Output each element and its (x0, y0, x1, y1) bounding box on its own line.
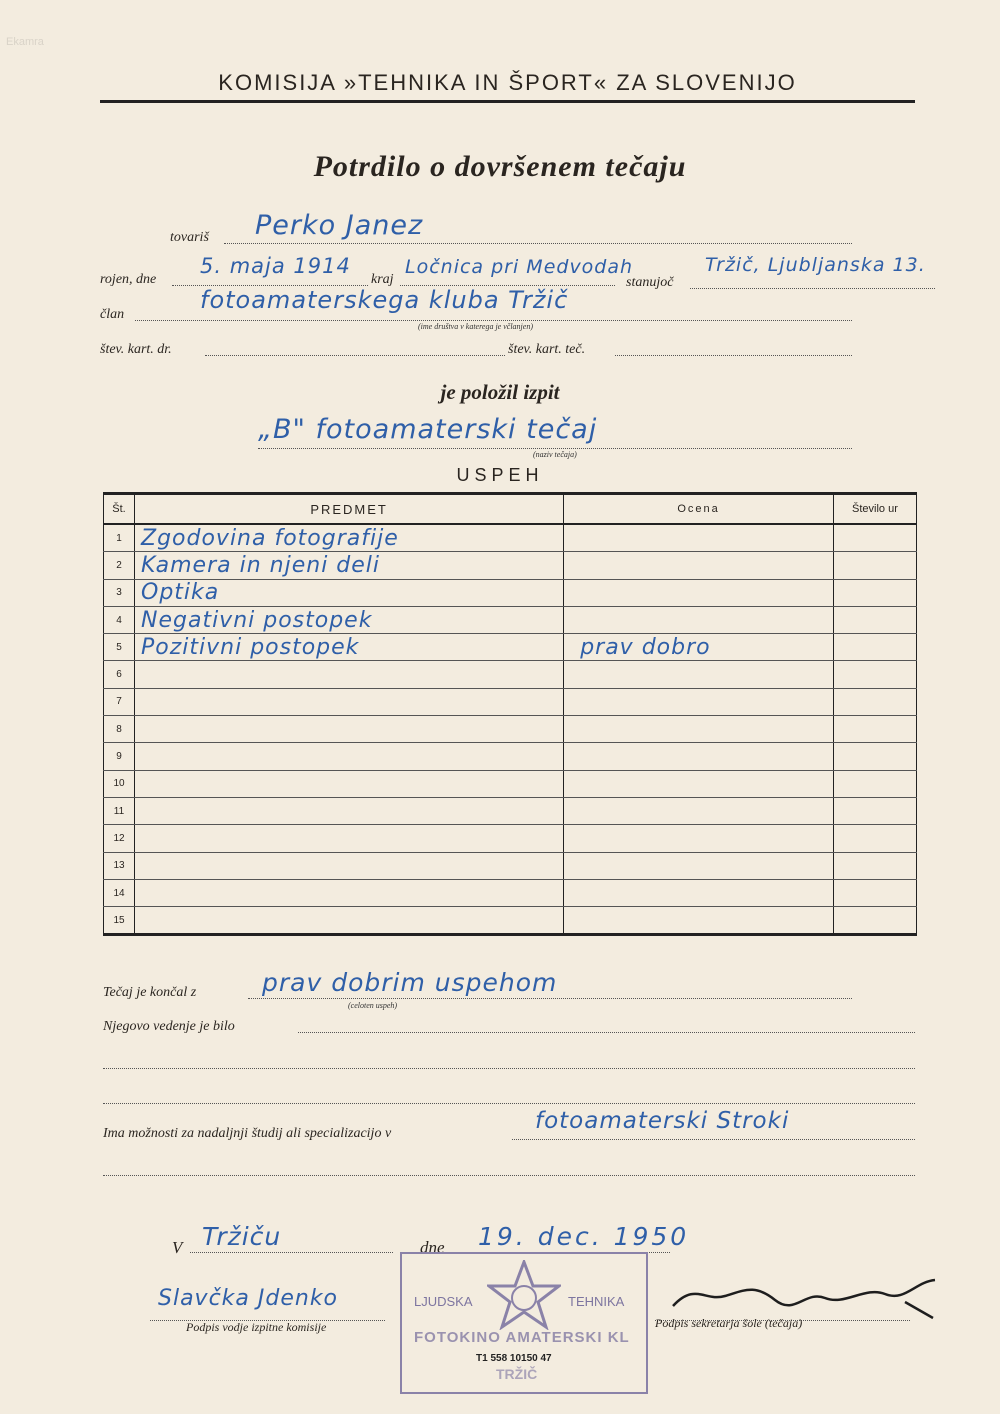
right-signature-icon (665, 1272, 945, 1322)
hours-cell (833, 661, 916, 688)
hours-cell (833, 797, 916, 824)
member-value: fotoamaterskega kluba Tržič (200, 286, 569, 314)
further-line-1 (512, 1139, 915, 1140)
table-row (104, 770, 917, 797)
left-signature-label: Podpis vodje izpitne komisije (186, 1320, 327, 1334)
table-row (104, 907, 917, 935)
finished-line (248, 998, 852, 999)
hours-cell (833, 688, 916, 715)
born-value: 5. maja 1914 (200, 254, 351, 278)
table-row (104, 688, 917, 715)
row-number: 7 (104, 688, 135, 715)
member-label: član (100, 307, 125, 322)
further-line-2 (103, 1175, 915, 1176)
hours-cell (833, 770, 916, 797)
hours-cell (833, 606, 916, 633)
row-number: 1 (104, 524, 135, 552)
born-label: rojen, dne (100, 272, 157, 287)
grade-cell (564, 716, 834, 743)
row-number: 10 (104, 770, 135, 797)
subject-cell (135, 879, 564, 906)
table-row (104, 579, 917, 606)
subject-cell: Kamera in njeni deli (135, 552, 564, 579)
row-number: 14 (104, 879, 135, 906)
stamp-left-text: LJUDSKA (414, 1294, 473, 1309)
table-row (104, 852, 917, 879)
grade-cell (564, 797, 834, 824)
card-tec-label: štev. kart. teč. (508, 342, 586, 357)
hours-cell (833, 907, 916, 935)
row-number: 8 (104, 716, 135, 743)
finished-label: Tečaj je končal z (103, 985, 197, 1000)
grade-cell (564, 688, 834, 715)
grade-cell (564, 825, 834, 852)
row-number: 6 (104, 661, 135, 688)
grade-cell (564, 879, 834, 906)
subject-cell (135, 688, 564, 715)
row-number: 4 (104, 606, 135, 633)
subject-cell: Pozitivni postopek (135, 634, 564, 661)
row-number: 2 (104, 552, 135, 579)
residence-value: Tržič, Ljubljanska 13. (705, 254, 926, 276)
member-hint: (ime društva v katerega je včlanjen) (418, 322, 533, 331)
place-value: Ločnica pri Medvodah (405, 256, 634, 278)
header-title: KOMISIJA »TEHNIKA IN ŠPORT« ZA SLOVENIJO (218, 70, 797, 95)
subject-cell (135, 797, 564, 824)
subject-cell (135, 907, 564, 935)
document-title: Potrdilo o dovršenem tečaju (313, 150, 687, 183)
stamp-middle-text: FOTOKINO AMATERSKI KL (414, 1329, 630, 1346)
right-signature-label: Podpis sekretarja šole (tečaja) (655, 1316, 803, 1330)
grade-cell (564, 552, 834, 579)
hours-cell (833, 879, 916, 906)
behavior-line-3 (103, 1103, 915, 1104)
exam-passed-label: je položil izpit (440, 380, 560, 404)
subject-cell (135, 716, 564, 743)
further-label: Ima možnosti za nadaljnji študij ali specializacijo v (103, 1126, 392, 1141)
place-date-value: Tržiču (202, 1222, 282, 1251)
name-line (224, 243, 852, 244)
subject-cell: Zgodovina fotografije (135, 524, 564, 552)
hours-cell (833, 852, 916, 879)
course-hint: (naziv tečaja) (533, 450, 577, 459)
header-rule (100, 100, 915, 103)
table-row (104, 524, 917, 552)
hours-cell (833, 579, 916, 606)
course-value: „B" fotoamaterski tečaj (258, 414, 598, 445)
place-date-label: V (172, 1238, 183, 1257)
name-value: Perko Janez (255, 210, 424, 241)
row-number: 9 (104, 743, 135, 770)
grade-cell (564, 770, 834, 797)
grades-table (103, 492, 917, 936)
hours-cell (833, 716, 916, 743)
further-value: fotoamaterski Stroki (535, 1108, 790, 1134)
stamp (400, 1252, 648, 1394)
hours-cell (833, 743, 916, 770)
card-dr-label: štev. kart. dr. (100, 342, 172, 357)
finished-value: prav dobrim uspehom (262, 968, 558, 997)
place-date-line (190, 1252, 393, 1253)
col-hours-header: Število ur (833, 494, 916, 525)
subject-cell (135, 825, 564, 852)
table-row (104, 879, 917, 906)
residence-line (690, 288, 935, 289)
subject-cell (135, 661, 564, 688)
col-subject-header: PREDMET (135, 494, 564, 525)
hours-cell (833, 524, 916, 552)
grade-cell (564, 661, 834, 688)
grade-cell: prav dobro (564, 634, 834, 661)
row-number: 3 (104, 579, 135, 606)
grade-cell (564, 579, 834, 606)
grade-cell (564, 743, 834, 770)
left-signature: Slavčka Jdenko (158, 1286, 339, 1311)
table-row (104, 661, 917, 688)
star-emblem-icon (487, 1260, 561, 1330)
card-dr-line (205, 355, 505, 356)
member-line (135, 320, 852, 321)
place-label: kraj (371, 272, 394, 287)
uspeh-heading: USPEH (456, 465, 544, 485)
table-row (104, 797, 917, 824)
subject-cell (135, 770, 564, 797)
stamp-bottom-text: TRŽIČ (496, 1366, 538, 1382)
subject-cell (135, 852, 564, 879)
table-row (104, 606, 917, 633)
hours-cell (833, 634, 916, 661)
grade-cell (564, 524, 834, 552)
name-label: tovariš (170, 230, 209, 245)
col-num-header: Št. (104, 494, 135, 525)
residence-label: stanujoč (626, 275, 674, 290)
watermark: Ekamra (6, 36, 44, 48)
hours-cell (833, 825, 916, 852)
table-row (104, 743, 917, 770)
date-value: 19. dec. 1950 (478, 1222, 690, 1251)
course-line (258, 448, 852, 449)
table-row (104, 825, 917, 852)
hours-cell (833, 552, 916, 579)
row-number: 11 (104, 797, 135, 824)
row-number: 12 (104, 825, 135, 852)
table-row (104, 716, 917, 743)
table-row (104, 552, 917, 579)
behavior-label: Njegovo vedenje je bilo (103, 1019, 235, 1034)
finished-hint: (celoten uspeh) (348, 1001, 398, 1010)
subject-cell: Optika (135, 579, 564, 606)
subject-cell: Negativni postopek (135, 606, 564, 633)
grade-cell (564, 907, 834, 935)
grade-cell (564, 852, 834, 879)
row-number: 13 (104, 852, 135, 879)
card-tec-line (615, 355, 852, 356)
behavior-line-2 (103, 1068, 915, 1069)
stamp-right-text: TEHNIKA (568, 1294, 625, 1309)
col-grade-header: Ocena (564, 494, 834, 525)
subject-cell (135, 743, 564, 770)
behavior-line-1 (298, 1032, 915, 1033)
table-row (104, 634, 917, 661)
date-label: dne (420, 1238, 445, 1257)
grade-cell (564, 606, 834, 633)
row-number: 15 (104, 907, 135, 935)
row-number: 5 (104, 634, 135, 661)
stamp-code: T1 558 10150 47 (476, 1353, 552, 1364)
